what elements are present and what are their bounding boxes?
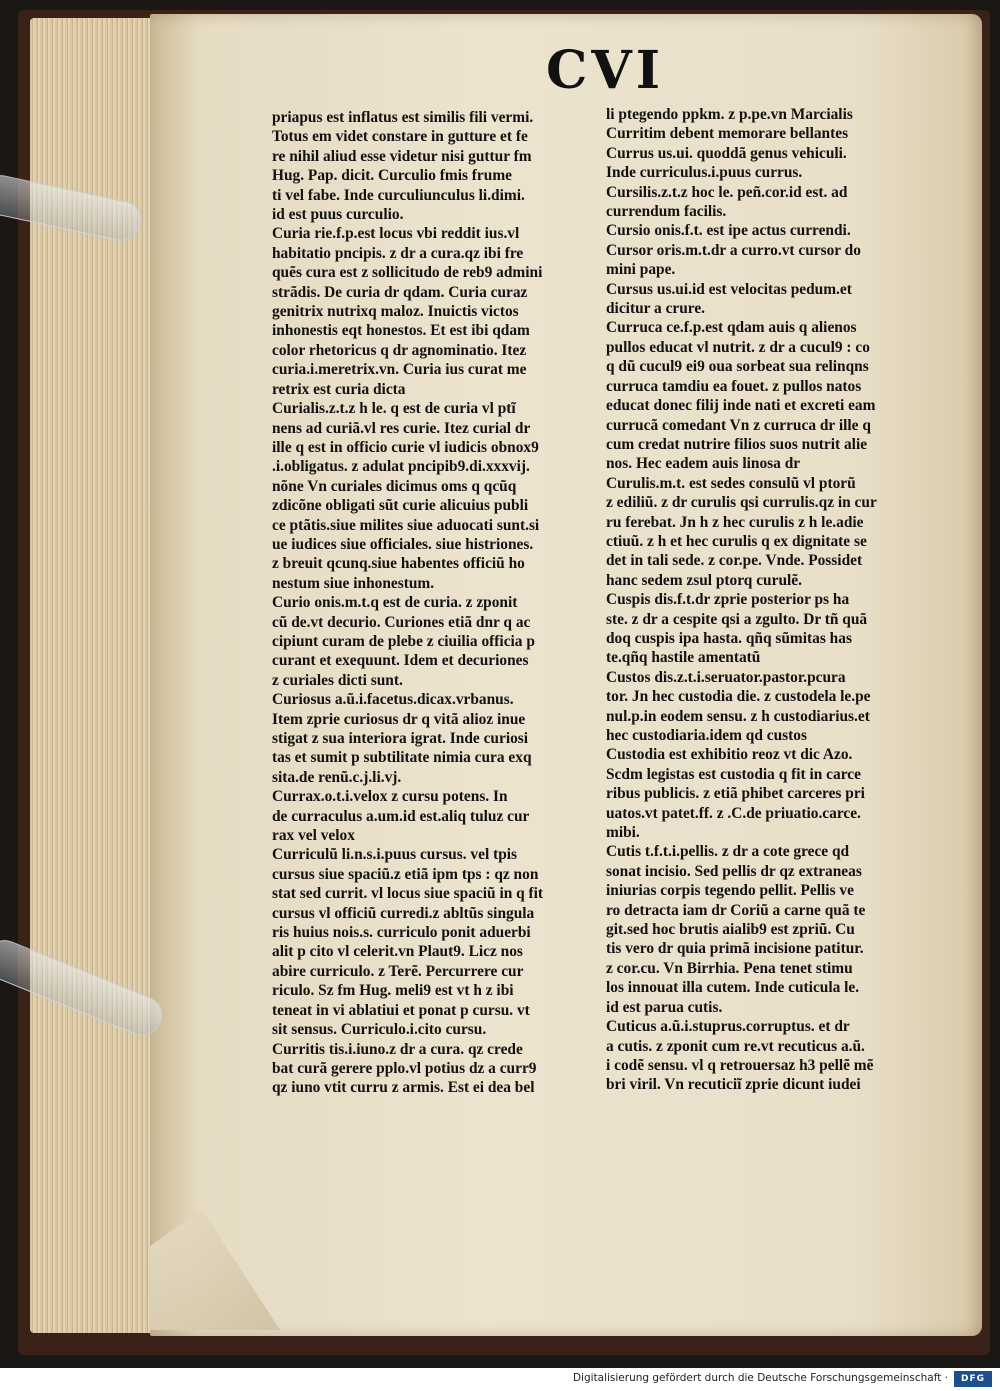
text-line: cursus vl officiũ curredi.z abltũs singula: [272, 904, 535, 922]
text-line: z ediliũ. z dr curulis qsi currulis.qz in cur: [606, 494, 877, 512]
text-line: priapus est inflatus est similis fili vermi.: [272, 109, 534, 126]
text-line: currendum facilis.: [606, 203, 727, 221]
text-line: Cursor oris.m.t.dr a curro.vt cursor do: [606, 241, 861, 259]
text-line: git.sed hoc brutis aialib9 est zpriũ. Cu: [606, 921, 855, 939]
text-line: cipiunt curam de plebe z ciuilia officia p: [272, 632, 535, 650]
text-line: Cursilis.z.t.z hoc le. peñ.cor.id est. ad: [606, 183, 848, 201]
text-line: currucã comedant Vn z curruca dr ille q: [606, 416, 871, 434]
text-line: bri viril. Vn recuticiĩ zprie dicunt iudei: [606, 1076, 861, 1094]
text-line: nens ad curiã.vl res curie. Itez curial dr: [272, 419, 531, 437]
text-line: dicitur a crure.: [606, 300, 706, 318]
text-line: ris huius nois.s. curriculo ponit aduerbi: [272, 924, 531, 942]
text-line: abire curriculo. z Terẽ. Percurrere cur: [272, 962, 524, 980]
text-line: curia.i.meretrix.vn. Curia ius curat me: [272, 361, 527, 379]
text-line: det in tali sede. z cor.pe. Vnde. Possidet: [606, 552, 863, 570]
text-line: id est puus curculio.: [272, 206, 404, 224]
text-line: te.qñq hastile amentatũ: [606, 649, 761, 667]
text-line: color rhetoricus q dr agnominatio. Itez: [272, 341, 527, 359]
text-line: Cursus us.ui.id est velocitas pedum.et: [606, 280, 852, 298]
text-line: zdicõne obligati sũt curie alicuius publi: [272, 497, 529, 515]
text-line: Curritim debent memorare bellantes: [606, 125, 849, 143]
text-line: Cursio onis.f.t. est ipe actus currendi.: [606, 222, 851, 240]
text-line: Hug. Pap. dicit. Curculio fmis frume: [272, 167, 512, 185]
text-line: de curraculus a.um.id est.aliq tuluz cur: [272, 807, 530, 825]
text-line: inhonestis eqt honestos. Et est ibi qdam: [272, 322, 530, 340]
text-line: strãdis. De curia dr qdam. Curia curaz: [272, 283, 528, 301]
text-line: Item zprie curiosus dr q vitã alioz inue: [272, 710, 526, 728]
text-line: educat donec filij inde nati et excreti eam: [606, 397, 876, 415]
text-line: pullos educat vl nutrit. z dr a cucul9 : co: [606, 338, 870, 356]
text-line: curant et exequunt. Idem et decuriones: [272, 652, 529, 670]
text-line: sita.de renũ.c.j.li.vj.: [272, 768, 402, 786]
text-line: mini pape.: [606, 261, 676, 279]
footer-credit: Digitalisierung gefördert durch die Deutsche Forschungsgemeinschaft ·: [572, 1372, 948, 1384]
text-line: quẽs cura est z sollicitudo de reb9 admini: [272, 264, 543, 282]
text-line: mibi.: [606, 824, 640, 842]
text-line: tor. Jn hec custodia die. z custodela le.pe: [606, 688, 871, 706]
text-line: ro detracta iam dr Coriũ a carne quã te: [606, 901, 866, 919]
text-line: Scdm legistas est custodia q fit in carce: [606, 765, 861, 783]
text-line: Curritis tis.i.iuno.z dr a cura. qz crede: [272, 1040, 523, 1058]
text-line: z cor.cu. Vn Birrhia. Pena tenet stimu: [606, 959, 853, 977]
text-line: sit sensus. Curriculo.i.cito cursu.: [272, 1021, 487, 1039]
text-line: id est parua cutis.: [606, 998, 723, 1016]
text-line: nul.p.in eodem sensu. z h custodiarius.et: [606, 707, 870, 725]
text-line: Cutis t.f.t.i.pellis. z dr a cote grece qd: [606, 843, 850, 861]
text-line: z breuit qcunq.siue habentes officiũ ho: [272, 555, 525, 573]
text-line: habitatio pncipis. z dr a cura.qz ibi fre: [272, 244, 524, 262]
text-line: stat sed currit. vl locus siue spaciũ in q fit: [272, 885, 544, 903]
text-line: q dũ cucul9 ei9 oua sorbeat sua relinqns: [606, 358, 869, 376]
text-line: nos. Hec eadem auis linosa dr: [606, 455, 801, 473]
text-line: los innouat illa cutem. Inde cuticula le.: [606, 979, 860, 997]
text-line: iniurias corpis tegendo pellit. Pellis ve: [606, 882, 854, 900]
text-line: Curriculũ li.n.s.i.puus cursus. vel tpis: [272, 846, 518, 864]
text-line: Curio onis.m.t.q est de curia. z zponit: [272, 594, 518, 612]
text-line: ille q est in officio curie vl iudicis obnox9: [272, 438, 539, 456]
text-line: li ptegendo ppkm. z p.pe.vn Marcialis: [606, 106, 853, 123]
text-line: Inde curriculus.i.puus currus.: [606, 164, 803, 182]
text-line: Cuspis dis.f.t.dr zprie posterior ps ha: [606, 591, 850, 609]
left-column: [272, 108, 582, 1098]
text-line: stigat z sua interiora igrat. Inde curiosi: [272, 730, 529, 747]
text-line: Curruca ce.f.p.est qdam auis q alienos: [606, 319, 857, 337]
text-line: uatos.vt patet.ff. z .C.de priuatio.carce.: [606, 804, 861, 822]
text-line: Custodia est exhibitio reoz vt dic Azo.: [606, 746, 853, 764]
text-line: ti vel fabe. Inde curculiunculus li.dimi.: [272, 186, 525, 204]
text-line: ste. z dr a cespite qsi a zgulto. Dr tñ quã: [606, 610, 868, 628]
text-line: cum credat nutrire filios suos nutrit alie: [606, 435, 868, 453]
text-line: retrix est curia dicta: [272, 380, 406, 398]
text-line: curruca tamdiu ea fouet. z pullos natos: [606, 377, 862, 395]
text-line: Custos dis.z.t.i.seruator.pastor.pcura: [606, 668, 846, 686]
text-line: riculo. Sz fm Hug. meli9 est vt h z ibi: [272, 982, 514, 1000]
text-line: nestum siue inhonestum.: [272, 574, 435, 592]
text-line: teneat in vi ablatiui et ponat p cursu. vt: [272, 1001, 530, 1019]
text-line: cursus siue spaciũ.z etiã ipm tps : qz non: [272, 865, 539, 883]
text-line: tas et sumit p subtilitate nimia cura exq: [272, 749, 532, 767]
text-line: genitrix nutrixq maloz. Inuictis victos: [272, 303, 519, 321]
text-line: cũ de.vt decurio. Curiones etiã dnr q ac: [272, 613, 531, 631]
text-line: sonat incisio. Sed pellis dr qz extraneas: [606, 862, 862, 880]
text-line: ue iudices siue officiales. siue histriones.: [272, 535, 534, 553]
folio-number: CVI: [545, 40, 665, 101]
text-line: a cutis. z zponit cum re.vt recuticus a.ũ.: [606, 1037, 865, 1055]
text-line: tis vero dr quia primã incisione patitur.: [606, 940, 864, 958]
text-line: .i.obligatus. z adulat pncipib9.di.xxxvij.: [272, 458, 530, 476]
text-line: Curialis.z.t.z h le. q est de curia vl ptĩ: [272, 400, 516, 418]
text-line: Curiosus a.ũ.i.facetus.dicax.vrbanus.: [272, 691, 514, 709]
right-column: [606, 105, 928, 1095]
text-line: re nihil aliud esse videtur nisi guttur fm: [272, 147, 532, 165]
text-line: ce ptãtis.siue milites siue aduocati sunt.si: [272, 516, 540, 534]
text-line: Curia rie.f.p.est locus vbi reddit ius.vl: [272, 225, 520, 243]
text-line: z curiales dicti sunt.: [272, 671, 403, 689]
text-line: bat curã gerere pplo.vl potius dz a curr9: [272, 1059, 537, 1077]
text-line: alit p cito vl celerit.vn Plaut9. Licz nos: [272, 943, 523, 961]
text-line: hanc sedem zsul ptorq curulẽ.: [606, 571, 802, 589]
text-line: Curulis.m.t. est sedes consulũ vl ptorũ: [606, 474, 856, 492]
text-line: rax vel velox: [272, 827, 355, 845]
text-line: ru ferebat. Jn h z hec curulis z h le.adie: [606, 513, 864, 531]
dfg-logo-icon: DFG: [954, 1371, 992, 1387]
text-line: Currax.o.t.i.velox z cursu potens. In: [272, 788, 508, 806]
footer-bar: [0, 1368, 1000, 1391]
text-line: ctiuũ. z h et hec curulis q ex dignitate se: [606, 532, 867, 550]
text-line: ribus publicis. z etiã phibet carceres pri: [606, 785, 865, 803]
text-line: qz iuno vtit curru z armis. Est ei dea bel: [272, 1079, 535, 1097]
text-line: nõne Vn curiales dicimus oms q qcũq: [272, 477, 517, 495]
text-line: Totus em videt constare in gutture et fe: [272, 128, 528, 146]
text-line: doq cuspis ipa hasta. qñq sũmitas has: [606, 629, 852, 647]
text-line: i codẽ sensu. vl q retrouersaz h3 pellẽ mẽ: [606, 1056, 874, 1074]
text-line: Cuticus a.ũ.i.stuprus.corruptus. et dr: [606, 1018, 850, 1036]
text-line: Currus us.ui. quoddã genus vehiculi.: [606, 144, 847, 162]
text-line: hec custodiaria.idem qd custos: [606, 727, 807, 744]
